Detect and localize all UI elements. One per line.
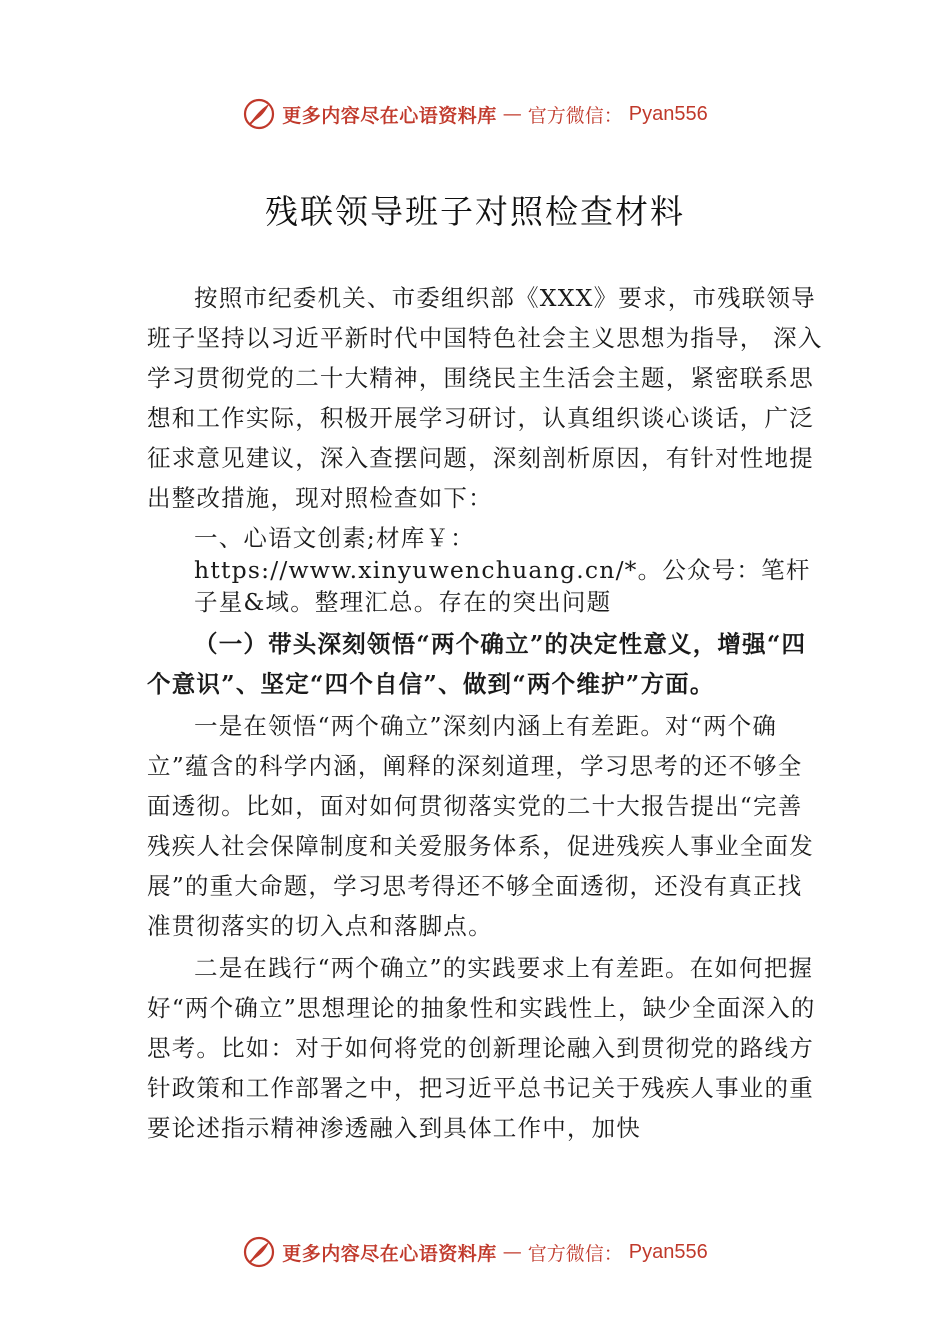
watermark-wechat-id: Pyan556 <box>628 102 708 125</box>
watermark-wechat-id: Pyan556 <box>628 1240 708 1263</box>
watermark-brand: 更多内容尽在心语资料库 <box>282 104 497 127</box>
watermark-dash: — <box>502 103 522 125</box>
intro-paragraph: 按照市纪委机关、市委组织部《XXX》要求，市残联领导班子坚持以习近平新时代中国特色社会主义思想为指导， 深入学习贯彻党的二十大精神，围绕民主生活会主题，紧密联系思想和工作实际，积极开展学习研讨，认真组织谈心谈话，广泛征求意见建议，深入查摆问题，深刻剖析原因，有针对性地提出整改措施，现对照检查如下： <box>147 284 823 512</box>
watermark-brand: 更多内容尽在心语资料库 <box>282 1242 497 1265</box>
watermark-wechat-label: 官方微信： <box>527 104 623 127</box>
quill-pen-icon <box>242 97 276 131</box>
header-watermark <box>0 94 950 134</box>
section-heading: 一、心语文创素;材库￥：https://www.xinyuwenchuang.cn/*。公众号：笔杆子星&域。整理汇总。存在的突出问题 <box>194 524 811 616</box>
document-title: 残联领导班子对照检查材料 <box>265 192 685 231</box>
body-paragraph-1: 一是在领悟“两个确立”深刻内涵上有差距。对“两个确立”蕴含的科学内涵，阐释的深刻道理，学习思考的还不够全面透彻。比如，面对如何贯彻落实党的二十大报告提出“完善残疾人社会保障制度和关爱服务体系，促进残疾人事业全面发展”的重大命题，学习思考得还不够全面透彻，还没有真正找准贯彻落实的切入点和落脚点。 <box>147 712 814 940</box>
subsection-heading: （一）带头深刻领悟“两个确立”的决定性意义，增强“四个意识”、坚定“四个自信”、做到“两个维护”方面。 <box>147 630 807 698</box>
footer-watermark <box>0 1232 950 1272</box>
document-body <box>147 276 827 1148</box>
body-paragraph-2: 二是在践行“两个确立”的实践要求上有差距。在如何把握好“两个确立”思想理论的抽象性和实践性上，缺少全面深入的思考。比如：对于如何将党的创新理论融入到贯彻党的路线方针政策和工作部署之中，把习近平总书记关于残疾人事业的重要论述指示精神渗透融入到具体工作中，加快 <box>147 954 816 1142</box>
quill-pen-icon <box>242 1235 276 1269</box>
watermark-dash: — <box>502 1241 522 1263</box>
watermark-wechat-label: 官方微信： <box>527 1242 623 1265</box>
